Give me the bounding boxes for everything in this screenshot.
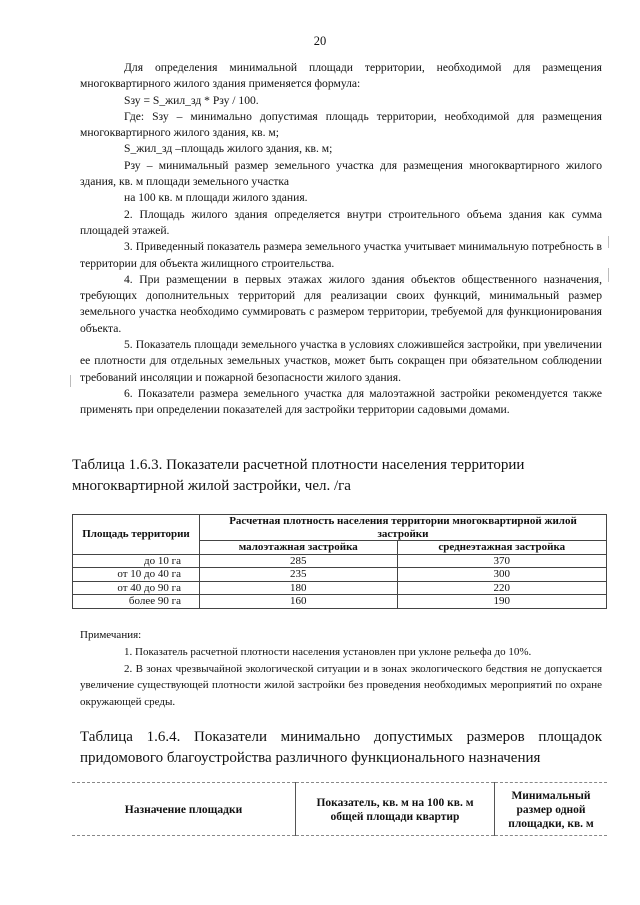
low-cell: 285 (200, 554, 398, 568)
page-number: 20 (313, 34, 327, 48)
table-row (73, 581, 607, 595)
table-2-caption-line2: придомового благоустройства различного функционального назначения (80, 750, 541, 766)
scan-artifact (608, 268, 609, 282)
column-header-group: Расчетная плотность населения территории многоквартирной жилой застройки (200, 515, 607, 541)
table-row (73, 568, 607, 582)
column-header-purpose: Назначение площадки (124, 804, 243, 816)
table-row (73, 595, 607, 609)
table-2-caption-line1: Таблица 1.6.4. Показатели минимально допустимых размеров площадок (80, 729, 602, 745)
area-cell: до 10 га (73, 554, 200, 568)
area-cell: от 10 до 40 га (73, 568, 200, 582)
low-cell: 160 (200, 595, 398, 609)
table-1-caption: Таблица 1.6.3. Показатели расчетной плотности населения территории многоквартирной жилой застройки, чел. /га (72, 457, 525, 494)
low-cell: 180 (200, 581, 398, 595)
mid-cell: 190 (397, 595, 606, 609)
scan-artifact (70, 375, 71, 387)
column-header-low: малоэтажная застройка (200, 541, 398, 555)
paragraph: Где: Sзу – минимально допустимая площадь территории, необходимой для размещения многоквартирного жилого здания, кв. м; (80, 109, 602, 140)
table-2-caption (80, 727, 602, 769)
density-table (72, 514, 607, 609)
paragraph: S_жил_зд –площадь жилого здания, кв. м; (124, 142, 333, 156)
column-header-min-size: Минимальный размер одной площадки, кв. м (495, 783, 608, 836)
column-header-mid: среднеэтажная застройка (397, 541, 606, 555)
paragraph: Для определения минимальной площади территории, необходимой для размещения многоквартирного жилого здания применяется формула: (80, 61, 602, 91)
playground-table (72, 782, 607, 836)
paragraph: 5. Показатель площади земельного участка в условиях сложившейся застройки, при увеличении ее плотности для отдельных земельных участков, может быть сокращен при обязательном соблюдении требований инсоляции и пожарной безопасности жилого здания. (80, 338, 602, 384)
paragraph: 4. При размещении в первых этажах жилого здания объектов общественного назначения, требующих дополнительных территорий для реализации своих функций, минимальный размер земельного участка необходимо суммировать с размером территории, требуемой для функционирования объекта. (80, 272, 602, 335)
paragraph: 3. Приведенный показатель размера земельного участка учитывает минимальную потребность в территории для объекта жилищного строительства. (80, 240, 602, 270)
paragraph: Рзу – минимальный размер земельного участка для размещения многоквартирного жилого здания, кв. м площади земельного участка (80, 158, 602, 189)
area-cell: более 90 га (73, 595, 200, 609)
mid-cell: 370 (397, 554, 606, 568)
column-header-indicator: Показатель, кв. м на 100 кв. м общей площади квартир (296, 783, 495, 836)
paragraph: на 100 кв. м площади жилого здания. (124, 191, 308, 205)
notes (80, 627, 602, 711)
body-text (80, 60, 602, 419)
paragraph: 2. Площадь жилого здания определяется внутри строительного объема здания как сумма площадей этажей. (80, 207, 602, 237)
area-cell: от 40 до 90 га (73, 581, 200, 595)
formula: Sзу = S_жил_зд * Рзу / 100. (124, 93, 259, 107)
column-header-area: Площадь территории (73, 515, 200, 555)
notes-title: Примечания: (80, 629, 142, 641)
note-item: 2. В зонах чрезвычайной экологической ситуации и в зонах экологического бедствия не допускается увеличение существующей плотности жилой застройки без проведения необходимых мероприятий по охране окружающей среды. (80, 662, 602, 709)
mid-cell: 220 (397, 581, 606, 595)
note-item: 1. Показатель расчетной плотности населения установлен при уклоне рельефа до 10%. (124, 645, 532, 658)
scan-artifact (608, 236, 609, 248)
table-row (73, 554, 607, 568)
mid-cell: 300 (397, 568, 606, 582)
paragraph: 6. Показатели размера земельного участка для малоэтажной застройки рекомендуется также применять при определении показателей для застройки территории садовыми домами. (80, 386, 602, 417)
low-cell: 235 (200, 568, 398, 582)
